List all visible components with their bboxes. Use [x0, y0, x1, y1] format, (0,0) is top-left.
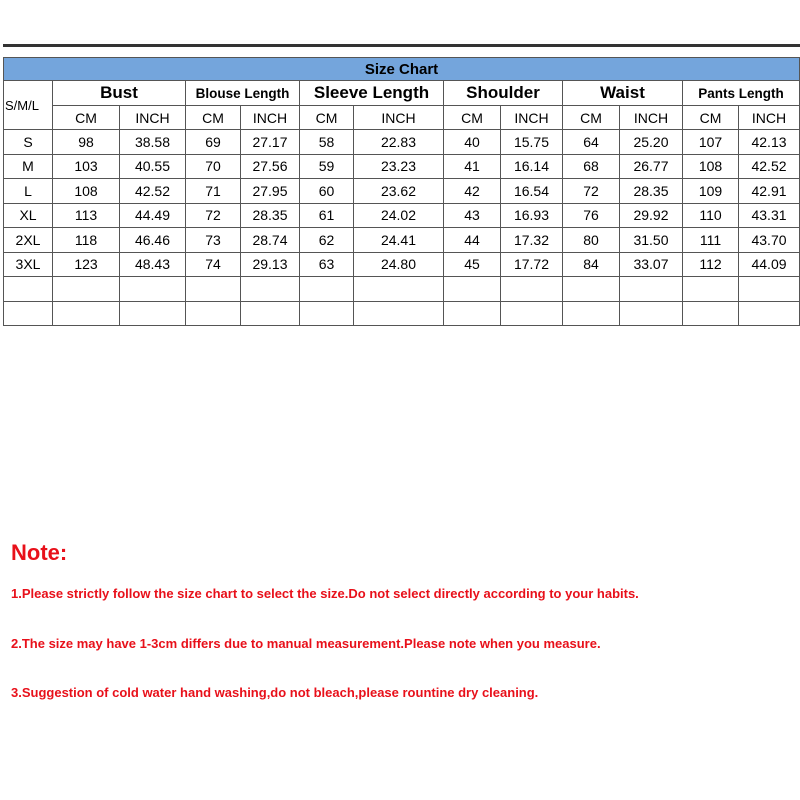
unit-header-inch: INCH	[739, 106, 800, 130]
value-cell: 42.52	[120, 179, 186, 204]
unit-header-cm: CM	[186, 106, 241, 130]
size-chart-title-row	[4, 58, 800, 81]
value-cell: 28.35	[620, 179, 683, 204]
value-cell: 71	[186, 179, 241, 204]
empty-cell	[186, 301, 241, 326]
value-cell: 60	[300, 179, 354, 204]
value-cell: 31.50	[620, 228, 683, 253]
value-cell: 46.46	[120, 228, 186, 253]
value-cell: 15.75	[501, 130, 563, 155]
value-cell: 43.31	[739, 203, 800, 228]
value-cell: 72	[563, 179, 620, 204]
notes-section	[11, 540, 796, 700]
value-cell: 108	[683, 154, 739, 179]
unit-header-inch: INCH	[241, 106, 300, 130]
top-divider	[3, 44, 800, 47]
value-cell: 40	[444, 130, 501, 155]
size-chart-table	[3, 57, 800, 326]
value-cell: 59	[300, 154, 354, 179]
value-cell: 26.77	[620, 154, 683, 179]
value-cell: 72	[186, 203, 241, 228]
value-cell: 16.54	[501, 179, 563, 204]
value-cell: 108	[53, 179, 120, 204]
value-cell: 25.20	[620, 130, 683, 155]
note-line-2: 2.The size may have 1-3cm differs due to manual measurement.Please note when you measure.	[11, 636, 601, 651]
value-cell: 17.32	[501, 228, 563, 253]
value-cell: 29.92	[620, 203, 683, 228]
value-cell: 43.70	[739, 228, 800, 253]
value-cell: 62	[300, 228, 354, 253]
size-cell: S	[4, 130, 53, 155]
value-cell: 68	[563, 154, 620, 179]
empty-cell	[563, 277, 620, 302]
unit-header-inch: INCH	[354, 106, 444, 130]
group-header-shoulder: Shoulder	[444, 81, 563, 106]
value-cell: 28.74	[241, 228, 300, 253]
unit-header-cm: CM	[300, 106, 354, 130]
measurement-group-row	[4, 81, 800, 106]
group-header-waist: Waist	[563, 81, 683, 106]
empty-cell	[354, 301, 444, 326]
value-cell: 45	[444, 252, 501, 277]
value-cell: 103	[53, 154, 120, 179]
value-cell: 73	[186, 228, 241, 253]
value-cell: 42.13	[739, 130, 800, 155]
value-cell: 28.35	[241, 203, 300, 228]
value-cell: 113	[53, 203, 120, 228]
note-title: Note:	[11, 540, 68, 565]
empty-row	[4, 277, 800, 302]
value-cell: 44	[444, 228, 501, 253]
empty-cell	[53, 301, 120, 326]
value-cell: 118	[53, 228, 120, 253]
empty-cell	[300, 277, 354, 302]
group-header-blouse-length: Blouse Length	[186, 81, 300, 106]
empty-cell	[241, 301, 300, 326]
size-cell: 3XL	[4, 252, 53, 277]
value-cell: 110	[683, 203, 739, 228]
empty-cell	[444, 277, 501, 302]
value-cell: 74	[186, 252, 241, 277]
size-chart	[3, 57, 800, 326]
value-cell: 42.52	[739, 154, 800, 179]
value-cell: 123	[53, 252, 120, 277]
value-cell: 23.62	[354, 179, 444, 204]
value-cell: 33.07	[620, 252, 683, 277]
empty-cell	[620, 301, 683, 326]
value-cell: 64	[563, 130, 620, 155]
group-header-bust: Bust	[53, 81, 186, 106]
value-cell: 16.14	[501, 154, 563, 179]
group-header-pants-length: Pants Length	[683, 81, 800, 106]
empty-cell	[241, 277, 300, 302]
empty-cell	[354, 277, 444, 302]
value-cell: 111	[683, 228, 739, 253]
value-cell: 84	[563, 252, 620, 277]
value-cell: 109	[683, 179, 739, 204]
size-cell: 2XL	[4, 228, 53, 253]
empty-cell	[620, 277, 683, 302]
note-line-3: 3.Suggestion of cold water hand washing,do not bleach,please rountine dry cleaning.	[11, 685, 539, 700]
value-cell: 24.80	[354, 252, 444, 277]
value-cell: 24.02	[354, 203, 444, 228]
value-cell: 27.56	[241, 154, 300, 179]
value-cell: 107	[683, 130, 739, 155]
unit-header-cm: CM	[53, 106, 120, 130]
value-cell: 38.58	[120, 130, 186, 155]
empty-cell	[739, 277, 800, 302]
empty-cell	[683, 301, 739, 326]
value-cell: 23.23	[354, 154, 444, 179]
value-cell: 76	[563, 203, 620, 228]
value-cell: 44.09	[739, 252, 800, 277]
group-header-sleeve-length: Sleeve Length	[300, 81, 444, 106]
unit-header-inch: INCH	[120, 106, 186, 130]
value-cell: 61	[300, 203, 354, 228]
empty-cell	[300, 301, 354, 326]
table-row	[4, 130, 800, 155]
empty-cell	[120, 277, 186, 302]
empty-cell	[563, 301, 620, 326]
empty-cell	[739, 301, 800, 326]
unit-header-inch: INCH	[620, 106, 683, 130]
value-cell: 41	[444, 154, 501, 179]
unit-header-inch: INCH	[501, 106, 563, 130]
unit-header-cm: CM	[444, 106, 501, 130]
unit-row	[4, 106, 800, 130]
empty-cell	[120, 301, 186, 326]
size-cell: L	[4, 179, 53, 204]
unit-header-cm: CM	[683, 106, 739, 130]
empty-cell	[4, 277, 53, 302]
value-cell: 43	[444, 203, 501, 228]
value-cell: 16.93	[501, 203, 563, 228]
empty-cell	[683, 277, 739, 302]
size-cell: M	[4, 154, 53, 179]
value-cell: 70	[186, 154, 241, 179]
value-cell: 63	[300, 252, 354, 277]
value-cell: 22.83	[354, 130, 444, 155]
empty-cell	[444, 301, 501, 326]
table-row	[4, 203, 800, 228]
value-cell: 17.72	[501, 252, 563, 277]
value-cell: 42	[444, 179, 501, 204]
table-row	[4, 154, 800, 179]
value-cell: 58	[300, 130, 354, 155]
unit-header-cm: CM	[563, 106, 620, 130]
empty-cell	[501, 301, 563, 326]
value-cell: 44.49	[120, 203, 186, 228]
table-row	[4, 252, 800, 277]
value-cell: 40.55	[120, 154, 186, 179]
size-chart-title: Size Chart	[4, 58, 800, 81]
table-row	[4, 228, 800, 253]
empty-cell	[53, 277, 120, 302]
note-line-1: 1.Please strictly follow the size chart to select the size.Do not select directly according to your habits.	[11, 586, 639, 601]
value-cell: 42.91	[739, 179, 800, 204]
empty-cell	[4, 301, 53, 326]
size-cell: XL	[4, 203, 53, 228]
table-row	[4, 179, 800, 204]
value-cell: 24.41	[354, 228, 444, 253]
value-cell: 80	[563, 228, 620, 253]
value-cell: 48.43	[120, 252, 186, 277]
value-cell: 69	[186, 130, 241, 155]
empty-cell	[501, 277, 563, 302]
value-cell: 27.17	[241, 130, 300, 155]
value-cell: 98	[53, 130, 120, 155]
value-cell: 112	[683, 252, 739, 277]
value-cell: 27.95	[241, 179, 300, 204]
empty-cell	[186, 277, 241, 302]
size-column-header: S/M/L	[4, 81, 53, 130]
empty-row	[4, 301, 800, 326]
value-cell: 29.13	[241, 252, 300, 277]
